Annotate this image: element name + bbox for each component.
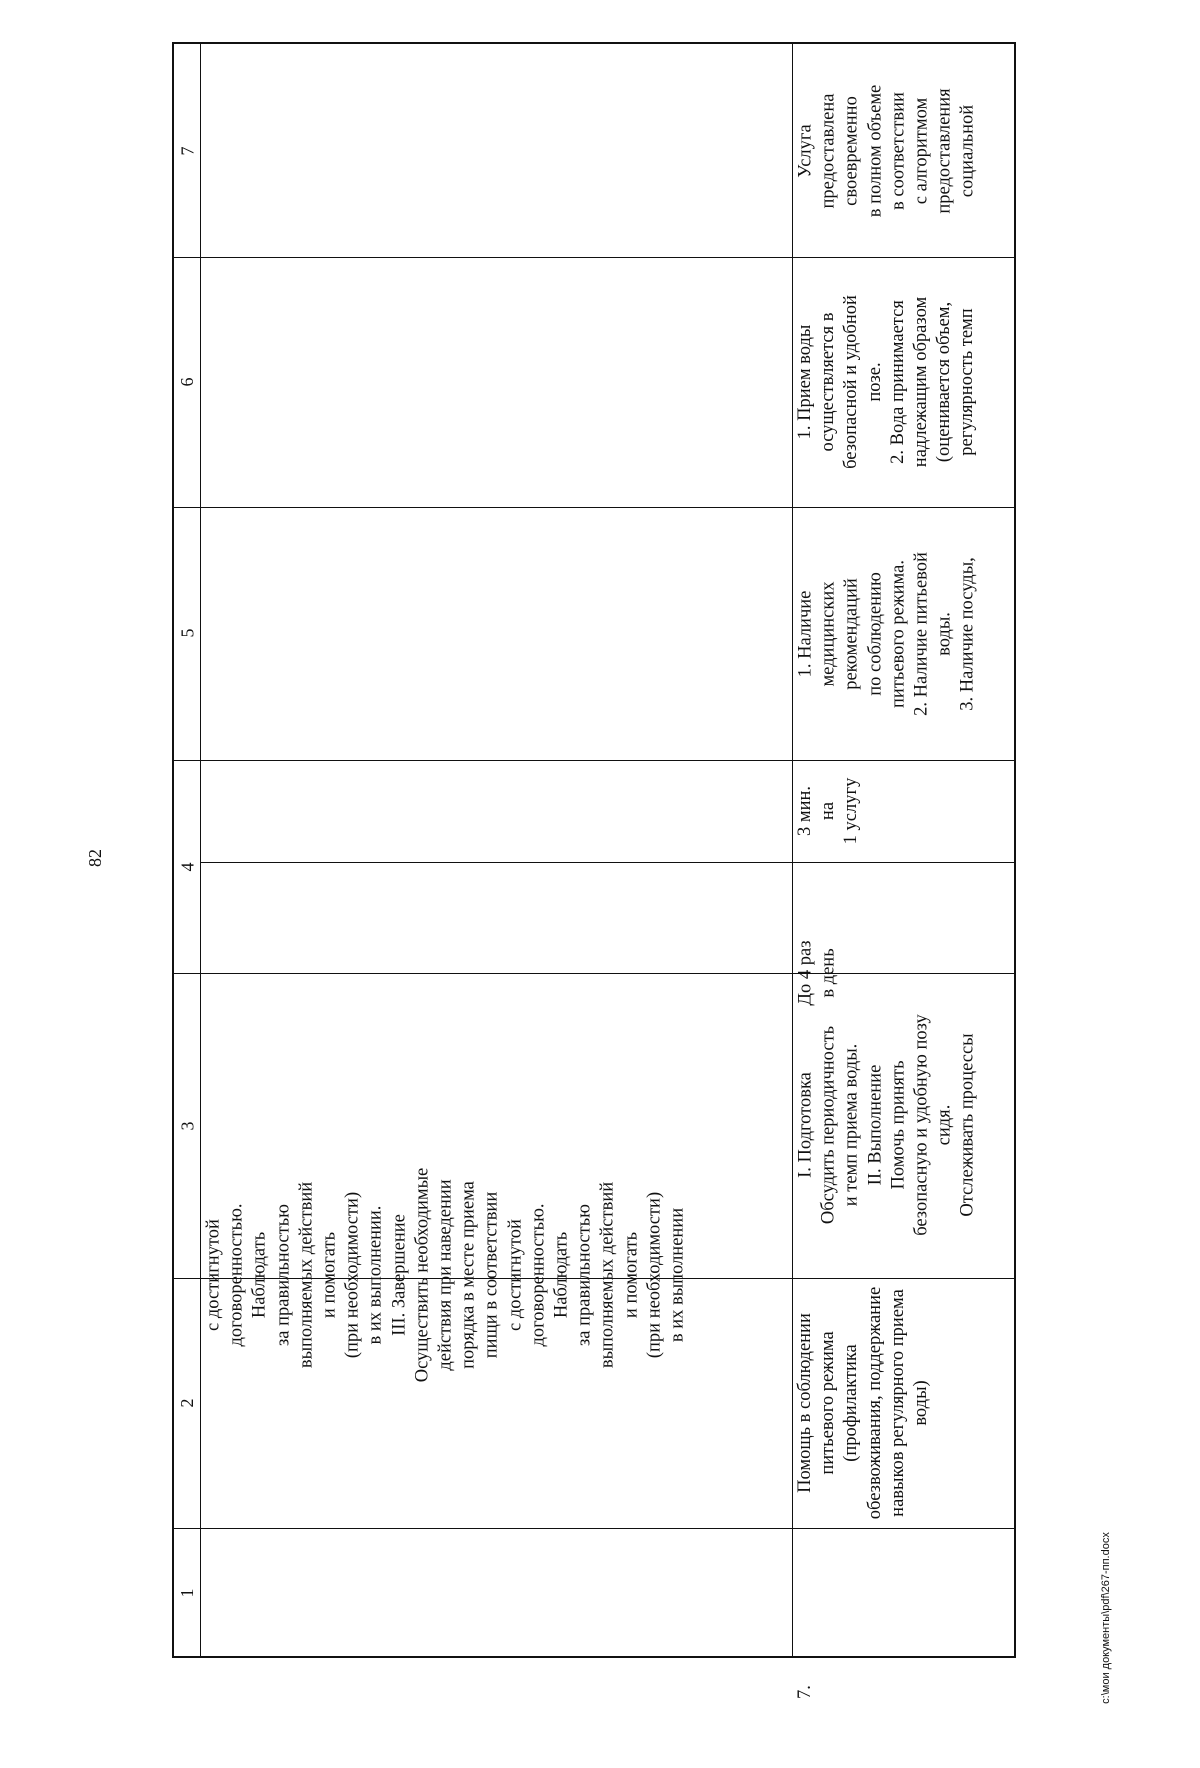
column-header-6: 6: [177, 377, 197, 387]
footer-file-path: c:\мои документы\pdf\267-пп.docx: [1100, 1532, 1112, 1704]
rotated-table: [172, 42, 1016, 1699]
column-header-7: 7: [177, 146, 198, 156]
col-4-split-divider: [200, 862, 1014, 863]
row-7-conditions: 1. Наличие медицинских рекомендаций по соблюдению питьевого режима. 2. Наличие питьевой воды. 3. Наличие посуды,: [795, 552, 978, 716]
row-7-frequency: До 4 раз в день: [795, 940, 839, 1006]
row-7-procedure: I. Подготовка Обсудить периодичность и темп приема воды. II. Выполнение Помочь принять безопасную и удобную позу сидя. Отслеживать процессы: [795, 1014, 978, 1236]
column-header-5: 5: [177, 628, 198, 638]
row-7-quality-indicators: 1. Прием воды осуществляется в безопасной и удобной позе. 2. Вода принимается надлежащим образом (оценивается объем, регулярность темп: [795, 295, 978, 469]
row-7-duration: 3 мин. на 1 услугу: [795, 777, 862, 845]
column-header-4: 4: [177, 862, 198, 872]
column-header-3: 3: [177, 1121, 198, 1131]
page-number: 82: [85, 849, 105, 867]
column-header-1: 1: [177, 1588, 197, 1598]
row-7-number: 7.: [795, 1685, 815, 1699]
continued-row-col3: с достигнутой договоренностью. Наблюдать за правильностью выполняемых действий и помогать (при необходимости) в их выполнении. III. Завершение Осуществить необходимые действия при наведении порядка в месте приема пищи в соответствии с достигнутой договоренностью. Наблюдать за правильностью выполняемых действий и помогать (при необходимости) в их выполнении: [203, 1167, 688, 1383]
row-7-service-name: Помощь в соблюдении питьевого режима (профилактика обезвоживания, поддержание навыков регулярного приема воды): [795, 1286, 932, 1520]
col-1-2-divider: [174, 1528, 1014, 1529]
column-header-2: 2: [177, 1398, 197, 1408]
row-7-result-assessment: Услуга предоставлена своевременно в полном объеме в соответствии с алгоритмом предоставления социальной: [795, 84, 978, 218]
